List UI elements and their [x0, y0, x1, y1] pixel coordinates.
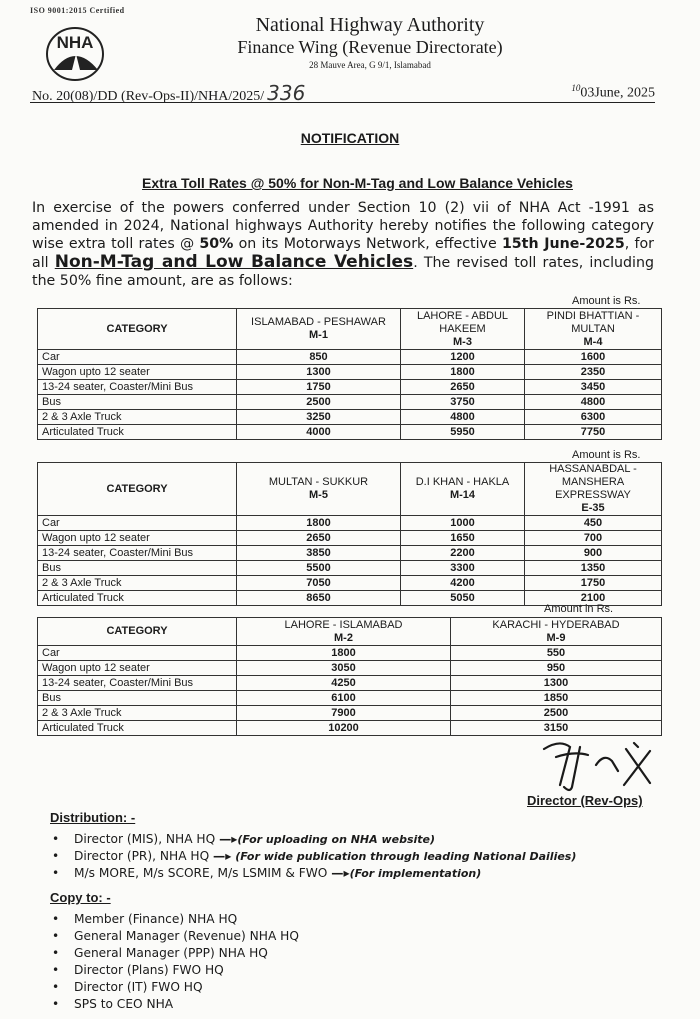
- para-part4: . The revised toll rates, including the 50% fine amount, are as follows:: [32, 255, 654, 289]
- list-item: [50, 848, 576, 865]
- rate-cell: 1350: [525, 561, 662, 576]
- distribution-section: [50, 810, 576, 882]
- recipient: M/s MORE, M/s SCORE, M/s LSMIM & FWO: [74, 866, 328, 880]
- category-cell: Wagon upto 12 seater: [38, 365, 237, 380]
- list-item: • SPS to CEO NHA: [50, 996, 299, 1013]
- category-cell: Bus: [38, 395, 237, 410]
- table-row: [38, 676, 662, 691]
- rate-cell: 4250: [237, 676, 451, 691]
- column-header: [237, 618, 451, 646]
- table-row: [38, 395, 662, 410]
- toll-table-3: [37, 617, 662, 736]
- route-name: PINDI BHATTIAN - MULTAN: [546, 309, 640, 335]
- category-cell: Articulated Truck: [38, 721, 237, 736]
- column-header: [237, 463, 401, 516]
- table-row: [38, 516, 662, 531]
- org-wing: Finance Wing (Revenue Directorate): [237, 37, 503, 57]
- rate-cell: 6100: [237, 691, 451, 706]
- rate-cell: 4200: [401, 576, 525, 591]
- rate-cell: 5950: [401, 425, 525, 440]
- list-item: • General Manager (PPP) NHA HQ: [50, 945, 299, 962]
- rate-cell: 1600: [525, 350, 662, 365]
- rate-cell: 1300: [451, 676, 662, 691]
- route-name: HASSANABDAL - MANSHERA EXPRESSWAY: [549, 463, 637, 501]
- rate-cell: 3300: [401, 561, 525, 576]
- category-cell: 2 & 3 Axle Truck: [38, 410, 237, 425]
- table-row: [38, 576, 662, 591]
- amount-label-2: Amount is Rs.: [572, 449, 641, 461]
- table-row: [38, 425, 662, 440]
- amount-label-3: Amount in Rs.: [544, 603, 614, 615]
- rate-cell: 2500: [237, 395, 401, 410]
- category-cell: Car: [38, 350, 237, 365]
- highway-code: M-9: [546, 631, 566, 644]
- table-row: [38, 561, 662, 576]
- rate-cell: 2650: [237, 531, 401, 546]
- para-part1: In exercise of the powers conferred under Section 10 (2) vii of NHA Act -1991 as amended in 2024, National highways Authority hereby notifies the following category wise extra toll rates @: [32, 200, 654, 252]
- category-cell: 13-24 seater, Coaster/Mini Bus: [38, 380, 237, 395]
- category-header: CATEGORY: [38, 618, 237, 646]
- table-row: [38, 410, 662, 425]
- list-item: [50, 865, 576, 882]
- table-row: [38, 380, 662, 395]
- route-name: LAHORE - ABDUL HAKEEM: [416, 309, 509, 335]
- rate-cell: 900: [525, 546, 662, 561]
- copy-to-heading: Copy to: -: [50, 890, 111, 905]
- rate-cell: 1000: [401, 516, 525, 531]
- para-effective-date: 15th June-2025: [501, 236, 625, 252]
- table-header-row: [38, 463, 662, 516]
- notification-heading: NOTIFICATION: [300, 130, 400, 146]
- org-address: 28 Mauve Area, G 9/1, Islamabad: [309, 60, 431, 70]
- table-row: [38, 531, 662, 546]
- rate-cell: 7750: [525, 425, 662, 440]
- rate-cell: 3150: [451, 721, 662, 736]
- category-cell: Bus: [38, 561, 237, 576]
- rate-cell: 4800: [401, 410, 525, 425]
- signature-mark: [530, 735, 660, 793]
- copy-to-list: [50, 911, 299, 1013]
- para-bold1: 50%: [199, 236, 234, 252]
- category-cell: 13-24 seater, Coaster/Mini Bus: [38, 676, 237, 691]
- rate-cell: 3450: [525, 380, 662, 395]
- rate-cell: 6300: [525, 410, 662, 425]
- rate-cell: 550: [451, 646, 662, 661]
- para-part2: on its Motorways Network, effective: [233, 236, 502, 252]
- org-name: National Highway Authority: [255, 14, 485, 36]
- rate-cell: 3250: [237, 410, 401, 425]
- category-cell: Car: [38, 646, 237, 661]
- category-cell: Wagon upto 12 seater: [38, 531, 237, 546]
- recipient-note: (For uploading on NHA website): [237, 833, 436, 846]
- rate-cell: 2100: [525, 591, 662, 606]
- rate-cell: 5500: [237, 561, 401, 576]
- table-row: [38, 350, 662, 365]
- column-header: [401, 309, 525, 350]
- table-row: [38, 365, 662, 380]
- para-vehicle-type: Non-M-Tag and Low Balance Vehicles: [54, 252, 414, 272]
- table-header-row: [38, 309, 662, 350]
- category-cell: 13-24 seater, Coaster/Mini Bus: [38, 546, 237, 561]
- ref-prefix: No. 20(08)/DD (Rev-Ops-II)/NHA/2025/: [32, 89, 265, 104]
- arrow-icon: —▸: [219, 832, 238, 846]
- header-divider: [30, 102, 655, 103]
- highway-code: M-2: [334, 631, 353, 644]
- notification-body: [32, 199, 654, 290]
- para-part3: , for all: [32, 236, 654, 271]
- rate-cell: 1750: [525, 576, 662, 591]
- rate-cell: 1850: [451, 691, 662, 706]
- rate-cell: 8650: [237, 591, 401, 606]
- rate-cell: 1800: [237, 646, 451, 661]
- highway-code: M-3: [453, 335, 472, 348]
- category-cell: 2 & 3 Axle Truck: [38, 576, 237, 591]
- toll-table-2: [37, 462, 662, 606]
- rate-cell: 1750: [237, 380, 401, 395]
- rate-cell: 7900: [237, 706, 451, 721]
- rate-cell: 7050: [237, 576, 401, 591]
- rate-cell: 4000: [237, 425, 401, 440]
- rate-cell: 2650: [401, 380, 525, 395]
- copy-to-section: [50, 890, 299, 1013]
- column-header: [525, 309, 662, 350]
- category-cell: Car: [38, 516, 237, 531]
- table-header-row: [38, 618, 662, 646]
- category-cell: Wagon upto 12 seater: [38, 661, 237, 676]
- table-row: [38, 646, 662, 661]
- rate-cell: 2350: [525, 365, 662, 380]
- rate-cell: 850: [237, 350, 401, 365]
- rate-cell: 1800: [401, 365, 525, 380]
- list-item: • General Manager (Revenue) NHA HQ: [50, 928, 299, 945]
- rate-cell: 5050: [401, 591, 525, 606]
- date-text: 03June, 2025: [580, 85, 655, 101]
- category-cell: Bus: [38, 691, 237, 706]
- list-item: [50, 831, 576, 848]
- toll-table-1: [37, 308, 662, 440]
- route-name: MULTAN - SUKKUR: [268, 476, 369, 488]
- highway-code: M-4: [583, 335, 603, 348]
- route-name: LAHORE - ISLAMABAD: [284, 618, 403, 631]
- category-cell: 2 & 3 Axle Truck: [38, 706, 237, 721]
- iso-certification: ISO 9001:2015 Certified: [30, 6, 125, 15]
- column-header: [237, 309, 401, 350]
- arrow-icon: —▸: [213, 849, 232, 863]
- category-header: CATEGORY: [38, 463, 237, 516]
- rate-cell: 700: [525, 531, 662, 546]
- route-name: D.I KHAN - HAKLA: [415, 476, 510, 488]
- rate-cell: 2200: [401, 546, 525, 561]
- rate-cell: 950: [451, 661, 662, 676]
- distribution-heading: Distribution: -: [50, 810, 136, 825]
- category-cell: Articulated Truck: [38, 591, 237, 606]
- table-row: [38, 546, 662, 561]
- rate-cell: 4800: [525, 395, 662, 410]
- table-row: [38, 661, 662, 676]
- recipient-note: (For wide publication through leading National Dailies): [235, 850, 577, 863]
- rate-cell: 2500: [451, 706, 662, 721]
- amount-label-1: Amount is Rs.: [572, 295, 641, 307]
- rate-cell: 3050: [237, 661, 451, 676]
- list-item: • Director (IT) FWO HQ: [50, 979, 299, 996]
- category-header: CATEGORY: [38, 309, 237, 350]
- notification-subject: Extra Toll Rates @ 50% for Non-M-Tag and Low Balance Vehicles: [142, 175, 573, 191]
- recipient-note: (For implementation): [349, 867, 482, 880]
- highway-code: M-14: [449, 489, 476, 501]
- rate-cell: 10200: [237, 721, 451, 736]
- notification-date: [571, 83, 655, 102]
- route-name: KARACHI - HYDERABAD: [492, 618, 620, 631]
- category-cell: Articulated Truck: [38, 425, 237, 440]
- arrow-icon: —▸: [331, 866, 350, 880]
- rate-cell: 3750: [401, 395, 525, 410]
- rate-cell: 450: [525, 516, 662, 531]
- highway-code: M-5: [309, 489, 328, 501]
- rate-cell: 1650: [401, 531, 525, 546]
- recipient: Director (PR), NHA HQ: [74, 849, 210, 863]
- rate-cell: 1200: [401, 350, 525, 365]
- table-row: [38, 691, 662, 706]
- signatory-title: Director (Rev-Ops): [527, 793, 643, 808]
- recipient: Director (MIS), NHA HQ: [74, 832, 216, 846]
- date-handwritten: 10: [571, 83, 581, 93]
- rate-cell: 3850: [237, 546, 401, 561]
- rate-cell: 1300: [237, 365, 401, 380]
- table-row: [38, 706, 662, 721]
- column-header: [525, 463, 662, 516]
- column-header: [401, 463, 525, 516]
- ref-handwritten-number: 336: [267, 81, 306, 105]
- list-item: • Member (Finance) NHA HQ: [50, 911, 299, 928]
- column-header: [451, 618, 662, 646]
- distribution-list: [50, 831, 576, 882]
- route-name: ISLAMABAD - PESHAWAR: [251, 316, 386, 328]
- highway-code: E-35: [581, 502, 605, 514]
- rate-cell: 1800: [237, 516, 401, 531]
- list-item: • Director (Plans) FWO HQ: [50, 962, 299, 979]
- highway-code: M-1: [309, 329, 328, 341]
- svg-text:NHA: NHA: [56, 33, 94, 52]
- table-row: [38, 721, 662, 736]
